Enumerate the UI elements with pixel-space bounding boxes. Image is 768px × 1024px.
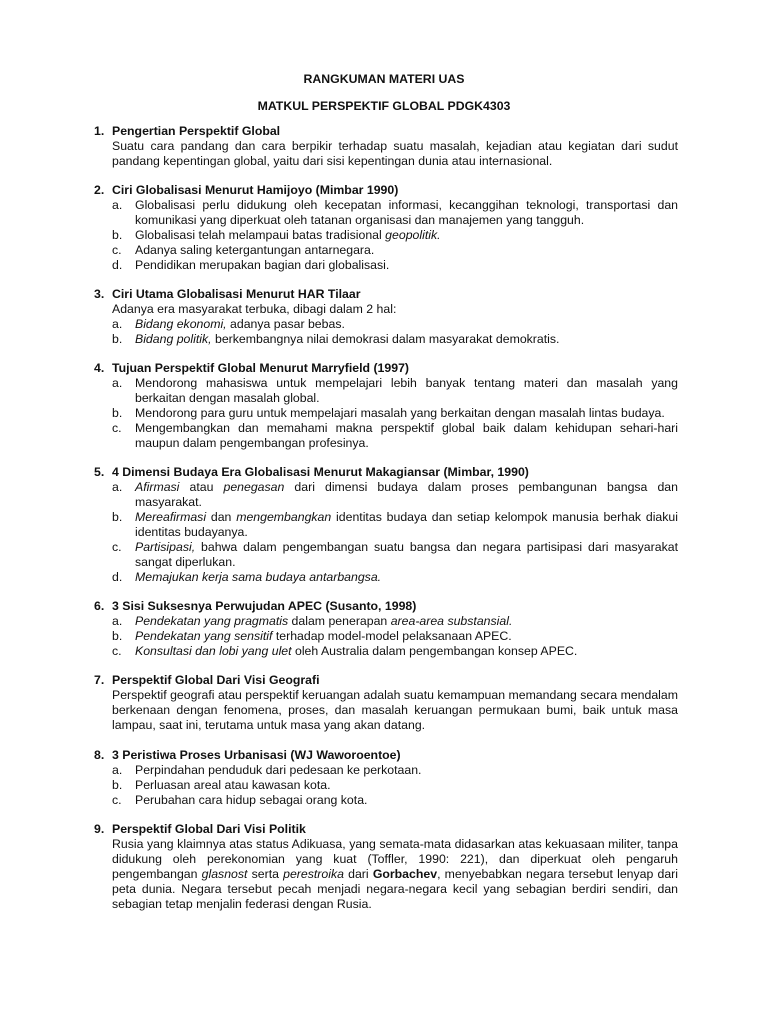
list-item	[112, 406, 678, 421]
text-span: Globalisasi perlu didukung oleh kecepatan informasi, kecanggihan teknologi, transportasi dan komunikasi yang diperkuat oleh tatanan organisasi dan manajemen yang tangguh.	[135, 198, 678, 227]
text-span: Suatu cara pandang dan cara berpikir terhadap suatu masalah, kejadian atau kegiatan dari sudut pandang kepentingan global, yaitu dari sisi kepentingan dunia atau internasional.	[112, 139, 678, 168]
document-title: RANGKUMAN MATERI UAS	[303, 72, 465, 86]
item-letter: d.	[112, 570, 123, 584]
text-span: oleh Australia dalam pengembangan konsep APEC.	[291, 644, 578, 658]
section-number: 2.	[94, 183, 105, 197]
item-letter: b.	[112, 629, 123, 643]
italic-text: Partisipasi,	[135, 540, 196, 554]
italic-text: Bidang politik,	[135, 332, 212, 346]
section-5	[94, 465, 678, 585]
italic-text: Mereafirmasi	[135, 510, 207, 524]
text-span: Perpindahan penduduk dari pedesaan ke perkotaan.	[135, 763, 422, 777]
item-list	[112, 317, 678, 347]
text-span: Rusia yang klaimnya atas status Adikuasa, yang semata-mata didasarkan atas kekuasaan militer, tanpa didukung oleh perekonomian yang kuat (Toffler, 1990: 221), dan diperkuat oleh pengaruh pengembangan	[112, 837, 678, 881]
section-paragraph	[112, 837, 678, 912]
text-span: Adanya era masyarakat terbuka, dibagi dalam 2 hal:	[112, 302, 397, 316]
list-item	[112, 480, 678, 510]
item-letter: b.	[112, 510, 123, 524]
italic-text: Pendekatan yang sensitif	[135, 629, 273, 643]
list-item	[112, 540, 678, 570]
section-1	[94, 124, 678, 169]
item-letter: d.	[112, 258, 123, 272]
section-number: 6.	[94, 599, 105, 613]
text-span: Mengembangkan dan memahami makna perspektif global baik dalam kehidupan sehari-hari maupun dalam pengembangan profesinya.	[135, 421, 678, 450]
section-heading: Ciri Utama Globalisasi Menurut HAR Tilaar	[112, 287, 361, 301]
section-heading: 4 Dimensi Budaya Era Globalisasi Menurut Makagiansar (Mimbar, 1990)	[112, 465, 529, 479]
italic-text: area-area substansial.	[390, 614, 513, 628]
list-item	[112, 317, 678, 332]
document-subtitle: MATKUL PERSPEKTIF GLOBAL PDGK4303	[257, 99, 511, 113]
list-item	[112, 510, 678, 540]
item-letter: c.	[112, 421, 122, 435]
text-span: , menyebabkan negara tersebut lenyap dari peta dunia. Negara tersebut pecah menjadi negara-negara kecil yang sebagian berdiri sendiri, dan sebagian tetap menjalin federasi dengan Rusia.	[112, 867, 679, 911]
list-item	[112, 644, 678, 659]
item-letter: c.	[112, 243, 122, 257]
section-2	[94, 183, 678, 273]
item-letter: b.	[112, 406, 123, 420]
text-span: identitas budaya dan setiap kelompok manusia berhak diakui identitas budayanya.	[135, 510, 678, 539]
item-list	[112, 198, 678, 273]
text-span: dari dimensi budaya dalam proses pembangunan bangsa dan masyarakat.	[135, 480, 678, 509]
section-number: 4.	[94, 361, 105, 375]
text-span: Mendorong mahasiswa untuk mempelajari lebih banyak tentang materi dan masalah yang berkaitan dengan masalah global.	[135, 376, 678, 405]
section-number: 7.	[94, 673, 105, 687]
list-item	[112, 629, 678, 644]
item-letter: c.	[112, 793, 122, 807]
list-item	[112, 793, 678, 808]
item-list	[112, 614, 678, 659]
section-8	[94, 748, 678, 808]
text-span: Globalisasi telah melampaui batas tradisional	[135, 228, 386, 242]
item-letter: a.	[112, 376, 123, 390]
text-span: atau	[179, 480, 224, 494]
italic-text: penegasan	[223, 480, 285, 494]
item-letter: c.	[112, 540, 122, 554]
text-span: terhadap model-model pelaksanaan APEC.	[272, 629, 512, 643]
item-list	[112, 763, 678, 808]
section-heading: Tujuan Perspektif Global Menurut Marryfield (1997)	[112, 361, 410, 375]
text-span: Perspektif geografi atau perspektif keruangan adalah suatu kemampuan memandang secara mendalam berkenaan dengan fenomena, proses, dan masalah keruangan permukaan bumi, baik untuk masa lampau, saat ini, terutama untuk masa yang akan datang.	[112, 688, 678, 732]
item-letter: a.	[112, 317, 123, 331]
section-6	[94, 599, 678, 659]
italic-text: mengembangkan	[236, 510, 332, 524]
text-span: berkembangnya nilai demokrasi dalam masyarakat demokratis.	[211, 332, 560, 346]
section-heading: 3 Sisi Suksesnya Perwujudan APEC (Susanto, 1998)	[112, 599, 417, 613]
item-letter: c.	[112, 644, 122, 658]
section-paragraph	[112, 688, 678, 733]
item-letter: b.	[112, 778, 123, 792]
list-item	[112, 376, 678, 406]
list-item	[112, 198, 678, 228]
item-letter: b.	[112, 332, 123, 346]
text-span: Mendorong para guru untuk mempelajari masalah yang berkaitan dengan masalah lintas budaya.	[135, 406, 665, 420]
text-span: Pendidikan merupakan bagian dari globalisasi.	[135, 258, 390, 272]
italic-text: Bidang ekonomi,	[135, 317, 227, 331]
text-span: dari	[343, 867, 373, 881]
section-heading: Perspektif Global Dari Visi Politik	[112, 822, 306, 836]
text-span: Adanya saling ketergantungan antarnegara.	[135, 243, 375, 257]
text-span: adanya pasar bebas.	[226, 317, 345, 331]
section-4	[94, 361, 678, 451]
section-paragraph	[112, 139, 678, 169]
text-span: dan	[206, 510, 237, 524]
section-heading: Pengertian Perspektif Global	[112, 124, 281, 138]
italic-text: Memajukan kerja sama budaya antarbangsa.	[135, 570, 382, 584]
section-heading: Ciri Globalisasi Menurut Hamijoyo (Mimbar 1990)	[112, 183, 399, 197]
item-letter: a.	[112, 614, 123, 628]
text-span: Perubahan cara hidup sebagai orang kota.	[135, 793, 368, 807]
section-number: 8.	[94, 748, 105, 762]
list-item	[112, 258, 678, 273]
italic-text: perestroika	[283, 867, 344, 881]
italic-text: glasnost	[201, 867, 248, 881]
item-letter: b.	[112, 228, 123, 242]
italic-text: geopolitik.	[385, 228, 441, 242]
list-item	[112, 421, 678, 451]
item-list	[112, 480, 678, 585]
section-7	[94, 673, 678, 733]
item-list	[112, 376, 678, 451]
text-span: dalam penerapan	[288, 614, 391, 628]
italic-text: Afirmasi	[135, 480, 180, 494]
bold-text: Gorbachev	[372, 867, 438, 881]
list-item	[112, 570, 678, 585]
list-item	[112, 778, 678, 793]
section-number: 3.	[94, 287, 105, 301]
italic-text: Pendekatan yang pragmatis	[135, 614, 289, 628]
section-9	[94, 822, 678, 912]
item-letter: a.	[112, 480, 123, 494]
italic-text: Konsultasi dan lobi yang ulet	[135, 644, 292, 658]
section-number: 9.	[94, 822, 105, 836]
text-span: Perluasan areal atau kawasan kota.	[135, 778, 331, 792]
section-number: 5.	[94, 465, 105, 479]
list-item	[112, 763, 678, 778]
section-3	[94, 287, 678, 347]
section-number: 1.	[94, 124, 105, 138]
section-heading: Perspektif Global Dari Visi Geografi	[112, 673, 320, 687]
item-letter: a.	[112, 763, 123, 777]
document-body	[94, 124, 678, 926]
list-item	[112, 332, 678, 347]
list-item	[112, 243, 678, 258]
text-span: bahwa dalam pengembangan suatu bangsa dan negara partisipasi dari masyarakat sangat diperlukan.	[135, 540, 678, 569]
text-span: serta	[247, 867, 284, 881]
section-paragraph	[112, 302, 678, 317]
list-item	[112, 614, 678, 629]
section-heading: 3 Peristiwa Proses Urbanisasi (WJ Waworoentoe)	[112, 748, 401, 762]
item-letter: a.	[112, 198, 123, 212]
list-item	[112, 228, 678, 243]
